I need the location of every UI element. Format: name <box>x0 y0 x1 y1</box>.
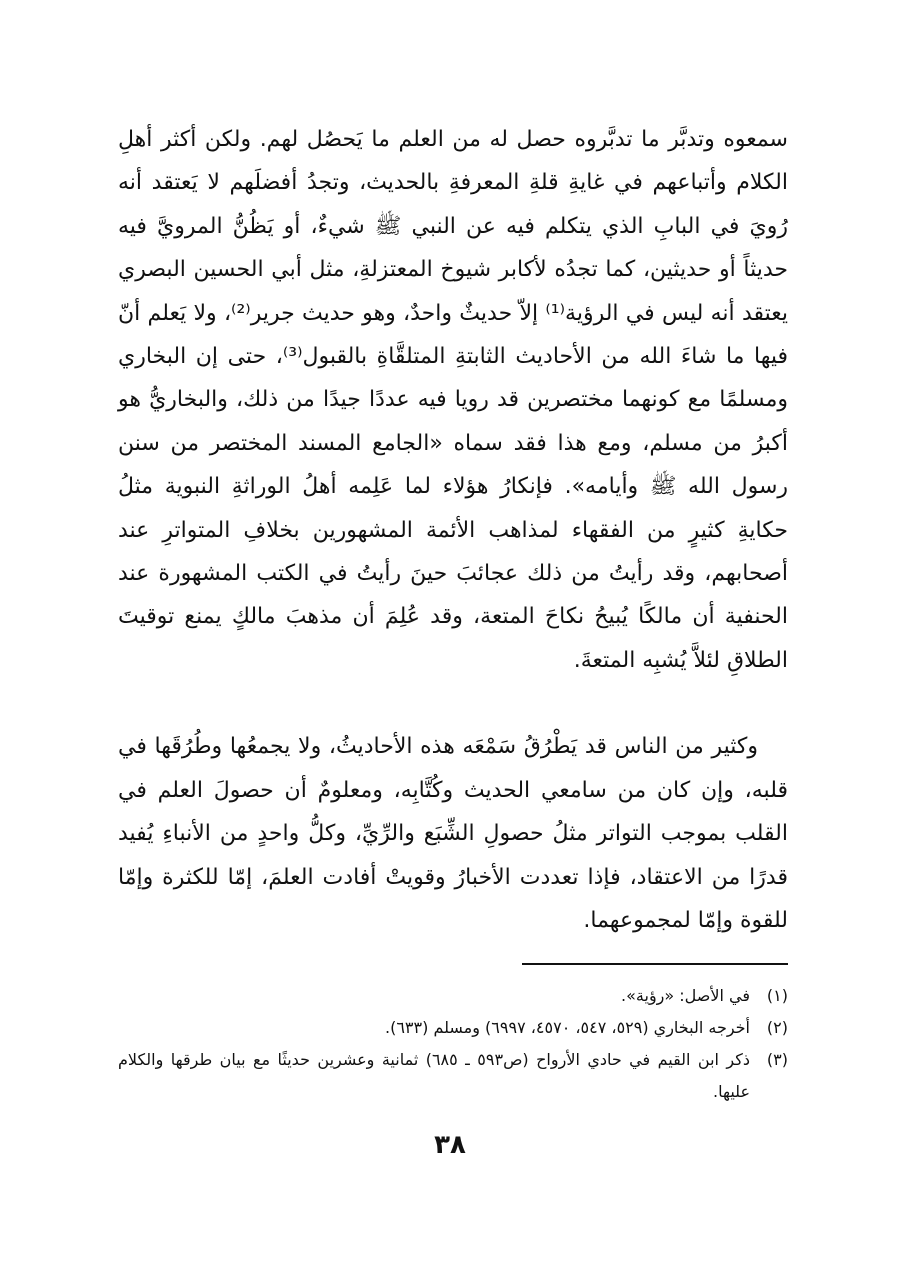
footnote-number: (٢) <box>766 1018 788 1037</box>
footnote-number: (٣) <box>766 1050 788 1069</box>
footnote-1 <box>118 980 788 1012</box>
paragraph: سمعوه وتدبَّر ما تدبَّروه حصل له من العلم ما يَحصُل لهم. ولكن أكثر أهلِ الكلام وأتباعهم في غايةِ قلةِ المعرفةِ بالحديث، وتجدُ أفضلَهم لا يَعتقد أنه رُويَ في البابِ الذي يتكلم فيه عن النبي ﷺ شيءٌ، أو يَظُنُّ المرويَّ فيه حديثاً أو حديثين، كما تجدُه لأكابر شيوخ المعتزلةِ، مثل أبي الحسين البصري يعتقد أنه ليس في الرؤية⁽¹⁾ إلاّ حديثٌ واحدٌ، وهو حديث جرير⁽²⁾، ولا يَعلم أنّ فيها ما شاءَ الله من الأحاديث الثابتةِ المتلقَّاةِ بالقبول⁽³⁾، حتى إن البخاري ومسلمًا مع كونهما مختصرين قد رويا فيه عددًا جيدًا من ذلك، والبخاريُّ هو أكبرُ من مسلم، ومع هذا فقد سماه «الجامع المسند المختصر من سنن رسول الله ﷺ وأيامه». فإنكارُ هؤلاء لما عَلِمه أهلُ الوراثةِ النبوية مثلُ حكايةِ كثيرٍ من الفقهاء لمذاهب الأئمة المشهورين بخلافِ المتواترِ عند أصحابهم، وقد رأيتُ من ذلك عجائبَ حينَ رأيتُ في الكتب المشهورة عند الحنفية أن مالكًا يُبيحُ نكاحَ المتعة، وقد عُلِمَ أن مذهبَ مالكٍ يمنع توقيتَ الطلاقِ لئلاَّ يُشبِه المتعةَ. <box>118 127 788 673</box>
footnote-text: أخرجه البخاري (٥٢٩، ٥٤٧، ٤٥٧٠، ٦٩٩٧) ومسلم (٦٣٣). <box>385 1018 750 1037</box>
footnote-text: في الأصل: «رؤية». <box>621 986 750 1005</box>
footnote-3 <box>118 1044 788 1108</box>
footnote-separator <box>522 963 788 965</box>
footnote-2 <box>118 1012 788 1044</box>
footnotes <box>118 980 788 1108</box>
footnote-number: (١) <box>766 986 788 1005</box>
page-number: ٣٨ <box>434 1130 466 1160</box>
footnote-text: ذكر ابن القيم في حادي الأرواح (ص٥٩٣ ـ ٦٨٥) ثمانية وعشرين حديثًا مع بيان طرقها والكلام عليها. <box>118 1050 750 1101</box>
main-text <box>118 118 788 942</box>
paragraph: وكثير من الناس قد يَطْرُقُ سَمْعَه هذه الأحاديثُ، ولا يجمعُها وطُرُقَها في قلبه، وإن كان من سامعي الحديث وكُتَّابِه، ومعلومٌ أن حصولَ العلم في القلب بموجب التواتر مثلُ حصولِ الشِّبَع والرِّيِّ، وكلُّ واحدٍ من الأنباءِ يُفيد قدرًا من الاعتقاد، فإذا تعددت الأخبارُ وقويتْ أفادت العلمَ، إمّا للكثرة وإمّا للقوة وإمّا لمجموعهما. <box>118 734 788 933</box>
